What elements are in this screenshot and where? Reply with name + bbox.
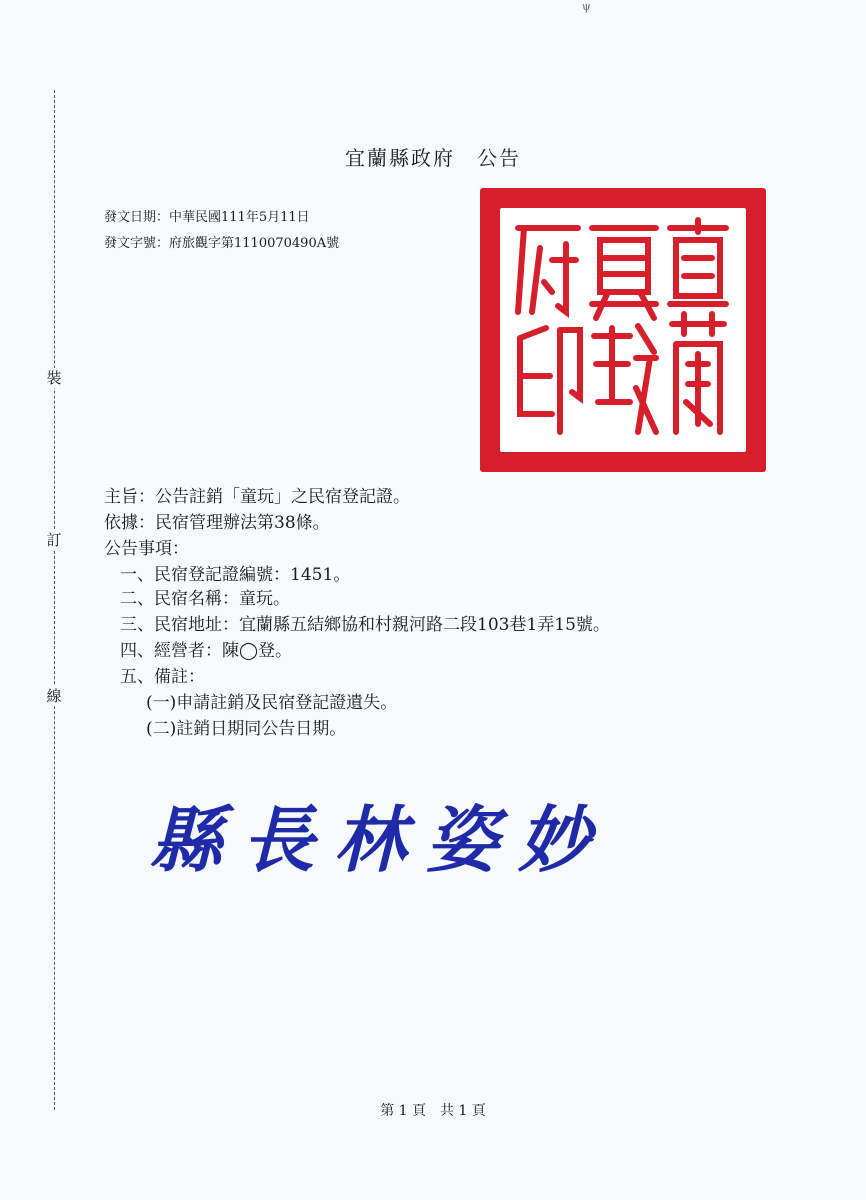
remark-2: (二)註銷日期同公告日期。 xyxy=(146,719,347,739)
date-line: 發文日期：中華民國111年5月11日 xyxy=(104,210,310,225)
item-5: 五、備註： xyxy=(120,667,205,687)
subject-line: 主旨：公告註銷「童玩」之民宿登記證。 xyxy=(104,487,410,507)
page-title: 宜蘭縣政府 公告 xyxy=(345,146,521,170)
item-2: 二、民宿名稱：童玩。 xyxy=(120,589,290,609)
binding-char-ding: 訂 xyxy=(44,530,64,550)
binding-line xyxy=(54,90,55,1110)
page-footer: 第 1 頁 共 1 頁 xyxy=(380,1103,486,1119)
remark-1: (一)申請註銷及民宿登記證遺失。 xyxy=(146,693,398,713)
basis-line: 依據：民宿管理辦法第38條。 xyxy=(104,513,330,533)
items-heading: 公告事項： xyxy=(104,539,189,559)
number-line: 發文字號：府旅觀字第1110070490A號 xyxy=(104,236,340,251)
binding-char-xian: 線 xyxy=(44,686,64,706)
magistrate-signature: 縣長林姿妙 xyxy=(150,797,611,882)
binding-char-zhuang: 裝 xyxy=(44,368,64,388)
item-3: 三、民宿地址：宜蘭縣五結鄉協和村親河路二段103巷1弄15號。 xyxy=(120,615,610,635)
official-seal xyxy=(480,188,766,472)
item-4: 四、經營者：陳◯登。 xyxy=(120,641,293,661)
item-1: 一、民宿登記證編號：1451。 xyxy=(120,565,351,585)
top-mark: ψ xyxy=(582,0,591,13)
